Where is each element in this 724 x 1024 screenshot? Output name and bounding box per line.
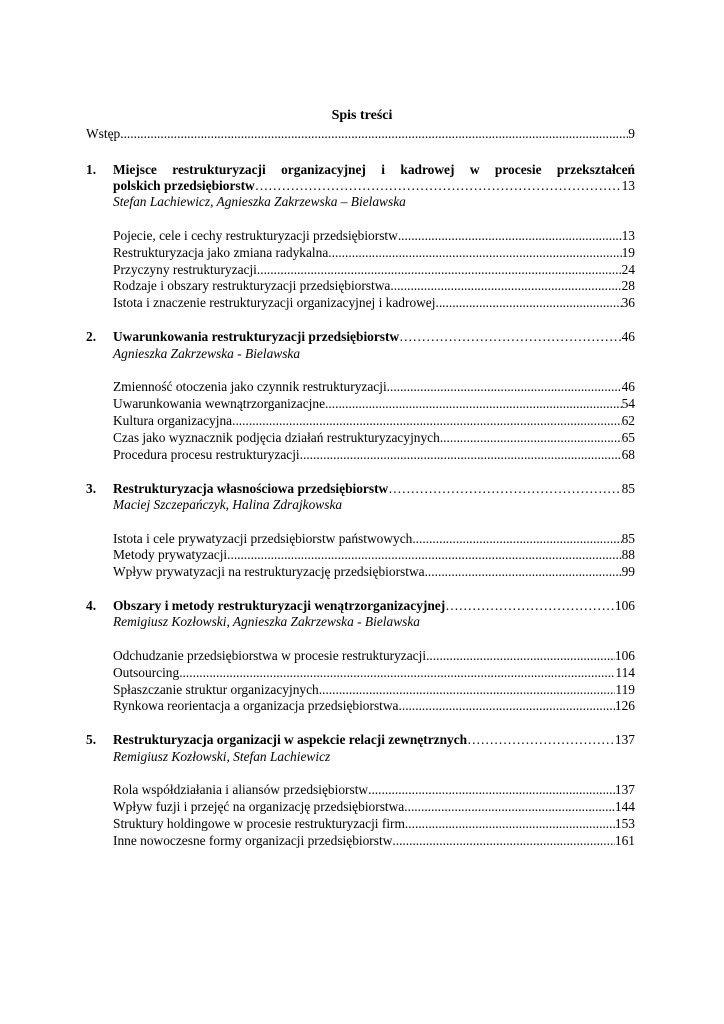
dot-leader <box>399 328 621 345</box>
dot-leader <box>388 480 621 497</box>
toc-section[interactable] <box>113 378 635 395</box>
toc-section[interactable] <box>113 664 635 681</box>
toc-section[interactable] <box>113 697 635 714</box>
dot-leader <box>412 530 621 547</box>
toc-section[interactable] <box>113 798 635 815</box>
dot-leader <box>232 412 622 429</box>
toc-section-page: 54 <box>621 396 635 411</box>
chapter-number: 2. <box>86 329 97 344</box>
toc-section[interactable] <box>113 781 635 798</box>
chapter-title-row[interactable] <box>113 480 635 497</box>
toc-section-page: 153 <box>614 816 635 831</box>
toc-section-page: 68 <box>621 447 635 462</box>
toc-section[interactable] <box>113 647 635 664</box>
toc-section-label: Pojecie, cele i cechy restrukturyzacji przedsiębiorstw <box>113 228 398 243</box>
toc-section[interactable] <box>113 227 635 244</box>
chapter-title[interactable]: Miejsce restrukturyzacji organizacyjnej i kadrowej w procesie przekształceń <box>113 162 635 177</box>
chapter-title: Uwarunkowania restrukturyzacji przedsiębiorstw <box>113 329 400 344</box>
chapter-title: Obszary i metody restrukturyzacji wenątrzorganizacyjnej <box>113 598 446 613</box>
toc-section-page: 28 <box>621 278 635 293</box>
dot-leader <box>227 546 621 563</box>
toc-section-page: 19 <box>621 245 635 260</box>
dot-leader <box>325 395 622 412</box>
toc-section-page: 126 <box>614 698 635 713</box>
toc-section-page: 13 <box>621 228 635 243</box>
toc-section[interactable] <box>113 395 635 412</box>
dot-leader <box>445 597 615 614</box>
toc-section[interactable] <box>113 681 635 698</box>
toc-section[interactable] <box>113 277 635 294</box>
dot-leader <box>405 815 615 832</box>
toc-section-label: Spłaszczanie struktur organizacyjnych <box>113 682 319 697</box>
toc-section-label: Wpływ fuzji i przejęć na organizację przedsiębiorstwa <box>113 799 405 814</box>
chapter-title-row[interactable] <box>113 731 635 748</box>
chapter-page: 85 <box>621 481 635 496</box>
toc-section-page: 137 <box>614 782 635 797</box>
toc-section-label: Outsourcing <box>113 665 180 680</box>
toc-section-page: 62 <box>621 413 635 428</box>
chapter-authors: Maciej Szczepańczyk, Halina Zdrajkowska <box>113 497 343 512</box>
toc-section-label: Struktury holdingowe w procesie restrukturyzacji firm <box>113 816 405 831</box>
toc-section-page: 144 <box>614 799 635 814</box>
toc-entry-page: 9 <box>628 126 635 141</box>
dot-leader <box>392 832 615 849</box>
dot-leader <box>300 446 622 463</box>
toc-section-label: Procedura procesu restrukturyzacji <box>113 447 300 462</box>
page-title: Spis treści <box>331 108 393 123</box>
chapter-title-line2: polskich przedsiębiorstw <box>113 178 255 193</box>
toc-section-label: Rynkowa reorientacja a organizacja przedsiębiorstwa <box>113 698 399 713</box>
chapter-title-row[interactable] <box>113 597 635 614</box>
chapter-number: 3. <box>86 481 97 496</box>
toc-section-page: 119 <box>615 682 635 697</box>
dot-leader <box>399 697 615 714</box>
toc-section-label: Czas jako wyznacznik podjęcia działań restrukturyzacyjnych <box>113 430 440 445</box>
toc-section[interactable] <box>113 832 635 849</box>
toc-section-page: 85 <box>621 531 635 546</box>
chapter-authors: Stefan Lachiewicz, Agnieszka Zakrzewska – Bielawska <box>113 194 406 209</box>
dot-leader <box>425 563 622 580</box>
dot-leader <box>120 125 628 142</box>
dot-leader <box>368 781 615 798</box>
chapter-page: 106 <box>614 598 635 613</box>
chapter-page: 13 <box>621 178 635 193</box>
toc-section-label: Zmienność otoczenia jako czynnik restrukturyzacji <box>113 379 387 394</box>
toc-section-page: 36 <box>621 295 635 310</box>
dot-leader <box>398 227 622 244</box>
toc-section-label: Wpływ prywatyzacji na restrukturyzację przedsiębiorstwa <box>113 564 425 579</box>
dot-leader <box>440 429 622 446</box>
chapter-page: 137 <box>614 732 635 747</box>
chapter-title-row[interactable] <box>113 328 635 345</box>
toc-section-label: Przyczyny restrukturyzacji <box>113 262 257 277</box>
dot-leader <box>435 294 621 311</box>
toc-section[interactable] <box>113 563 635 580</box>
chapter-title-continued[interactable] <box>113 177 635 194</box>
toc-section-label: Metody prywatyzacji <box>113 547 228 562</box>
chapter-authors: Remigiusz Kozłowski, Agnieszka Zakrzewska - Bielawska <box>113 614 420 629</box>
toc-section-label: Rodzaje i obszary restrukturyzacji przedsiębiorstwa <box>113 278 391 293</box>
toc-section-label: Kultura organizacyjna <box>113 413 233 428</box>
toc-section-label: Istota i cele prywatyzacji przedsiębiorstw państwowych <box>113 531 413 546</box>
chapter-number: 4. <box>86 598 97 613</box>
dot-leader <box>467 731 615 748</box>
chapter-authors: Agnieszka Zakrzewska - Bielawska <box>113 346 301 361</box>
chapter-number: 1. <box>86 162 97 177</box>
chapter-title: Restrukturyzacja własnościowa przedsiębiorstw <box>113 481 389 496</box>
toc-section-page: 99 <box>621 564 635 579</box>
chapter-page: 46 <box>621 329 635 344</box>
toc-section-page: 114 <box>615 665 635 680</box>
toc-section[interactable] <box>113 429 635 446</box>
toc-section-page: 46 <box>621 379 635 394</box>
dot-leader <box>255 177 622 194</box>
toc-section-label: Restrukturyzacja jako zmiana radykalna <box>113 245 329 260</box>
toc-section-label: Rola współdziałania i aliansów przedsiębiorstw <box>113 782 369 797</box>
toc-section[interactable] <box>113 530 635 547</box>
dot-leader <box>387 378 622 395</box>
dot-leader <box>319 681 616 698</box>
toc-section[interactable] <box>113 261 635 278</box>
chapter-title: Restrukturyzacja organizacji w aspekcie relacji zewnętrznych <box>113 732 468 747</box>
toc-section[interactable] <box>113 412 635 429</box>
dot-leader <box>328 244 621 261</box>
toc-entry-intro[interactable] <box>86 125 635 142</box>
dot-leader <box>257 261 622 278</box>
toc-section-label: Istota i znaczenie restrukturyzacji organizacyjnej i kadrowej <box>113 295 436 310</box>
toc-section-page: 65 <box>621 430 635 445</box>
chapter-authors: Remigiusz Kozłowski, Stefan Lachiewicz <box>113 749 331 764</box>
toc-section-page: 106 <box>614 648 635 663</box>
dot-leader <box>179 664 615 681</box>
toc-section[interactable] <box>113 446 635 463</box>
toc-section-label: Odchudzanie przedsiębiorstwa w procesie restrukturyzacji <box>113 648 427 663</box>
toc-section-page: 88 <box>621 547 635 562</box>
dot-leader <box>390 277 621 294</box>
toc-section-label: Inne nowoczesne formy organizacji przedsiębiorstw <box>113 833 393 848</box>
toc-section-label: Uwarunkowania wewnątrzorganizacjne <box>113 396 326 411</box>
toc-section-page: 161 <box>614 833 635 848</box>
toc-section[interactable] <box>113 294 635 311</box>
dot-leader <box>404 798 615 815</box>
toc-section[interactable] <box>113 546 635 563</box>
chapter-number: 5. <box>86 732 97 747</box>
toc-entry-label: Wstęp <box>86 126 121 141</box>
toc-section-page: 24 <box>621 262 635 277</box>
toc-section[interactable] <box>113 244 635 261</box>
toc-section[interactable] <box>113 815 635 832</box>
dot-leader <box>426 647 615 664</box>
